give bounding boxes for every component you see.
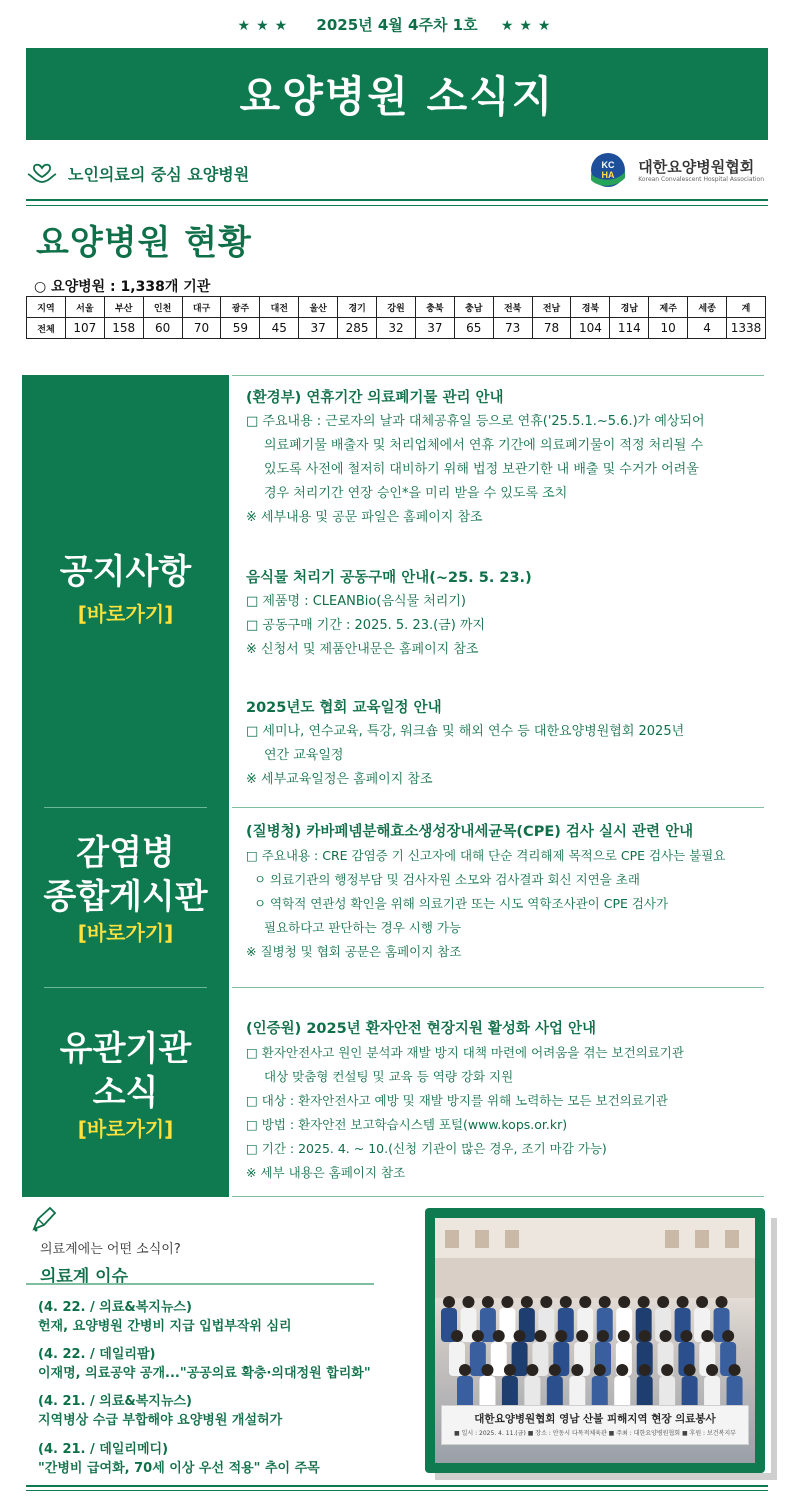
region-count-cell: 32 [377,318,416,339]
region-header-cell: 광주 [221,297,260,318]
region-header-cell: 울산 [299,297,338,318]
person-head [722,1330,734,1342]
person-head [597,1330,609,1342]
person-head [472,1330,484,1342]
region-count-cell: 285 [338,318,377,339]
region-header-cell: 인천 [143,297,182,318]
notice-nav[interactable] [22,550,229,628]
person-head [514,1330,526,1342]
divider [232,807,764,808]
infection-notice-title[interactable]: (질병청) 카바페넴분해효소생성장내세균목(CPE) 검사 실시 관련 안내 [246,824,694,840]
person-head [504,1364,516,1376]
notice-line: 경우 처리기간 연장 승인*을 미리 받을 수 있도록 조치 [264,486,568,501]
issue-number: 2025년 4월 4주차 1호 [316,16,478,34]
divider [232,1196,764,1197]
regional-table [26,296,766,339]
region-count-cell: 37 [415,318,454,339]
region-header-cell: 충남 [454,297,493,318]
related-line: □ 기간 : 2025. 4. ~ 10.(신청 기관이 많은 경우, 조기 마감 가능) [246,1141,607,1156]
notice-title: 공지사항 [59,552,192,592]
news-headline[interactable]: 헌재, 요양병원 간병비 지급 입법부작위 심리 [38,1319,292,1334]
news-item[interactable] [38,1392,408,1430]
person-head [443,1296,455,1308]
notice-line: □ 공동구매 기간 : 2025. 5. 23.(금) 까지 [246,618,486,633]
region-header-cell: 경남 [610,297,649,318]
volunteer-group-photo [435,1218,755,1463]
notice-link[interactable]: [바로가기] [77,602,174,626]
divider [26,199,768,201]
related-line: □ 환자안전사고 원인 분석과 재발 방지 대책 마련에 어려움을 겪는 보건의료기관 [246,1045,684,1060]
notice-item [246,566,776,662]
region-header-cell: 대전 [260,297,299,318]
banner-subtitle: ■ 일시 : 2025. 4. 11.(금) ■ 장소 : 안동시 다목적체육관 ■ 주최 : 대한요양병원협회 ■ 후원 : 보건복지부 [454,1430,736,1437]
person-head [579,1296,591,1308]
association-name: 대한요양병원협회 [638,158,755,176]
person-head [481,1364,493,1376]
notice-body [246,720,776,792]
person-head [571,1364,583,1376]
person-head [701,1330,713,1342]
related-line: 대상 맞춤형 컨설팅 및 교육 등 역량 강화 지원 [264,1069,514,1084]
kcha-logo-icon [586,152,630,188]
photo-shadow [771,1218,777,1480]
issues-question: 의료계에는 어떤 소식이? [40,1242,181,1257]
notice-item [246,386,776,530]
related-body [246,1041,776,1185]
person-head [462,1296,474,1308]
region-header-cell: 충북 [415,297,454,318]
region-count-cell: 104 [571,318,610,339]
news-source: (4. 22. / 데일리팜) [38,1347,156,1362]
person-head [616,1364,628,1376]
person-head [599,1296,611,1308]
notice-line: □ 주요내용 : 근로자의 날과 대체공휴일 등으로 연휴('25.5.1.~5.6.)가 예상되어 [246,414,705,429]
region-count-cell: 73 [493,318,532,339]
photo-shadow [435,1473,777,1480]
related-nav[interactable] [22,1027,229,1143]
issues-heading: 의료계 이슈 [40,1267,129,1287]
infection-body [246,844,776,964]
person-head [661,1364,673,1376]
divider [232,375,764,376]
photo-banner [441,1405,749,1445]
news-source: (4. 21. / 데일리메디) [38,1442,169,1457]
notice-body [246,590,776,662]
row-header: 전체 [27,318,66,339]
person-head [521,1296,533,1308]
sidebar-divider [44,987,207,988]
notice-line: ※ 세부교육일정은 홈페이지 참조 [246,772,433,787]
news-headline[interactable]: "간병비 급여화, 70세 이상 우선 적용" 추이 주목 [38,1461,320,1476]
region-header-cell: 제주 [649,297,688,318]
related-line: □ 방법 : 환자안전 보고학습시스템 포털(www.kops.or.kr) [246,1117,568,1132]
region-header-cell: 전북 [493,297,532,318]
region-header-cell: 대구 [182,297,221,318]
divider [26,205,768,206]
infection-link[interactable]: [바로가기] [77,921,174,945]
footer-divider [26,1490,768,1491]
news-item[interactable] [38,1298,408,1336]
person-head [684,1364,696,1376]
person-head [639,1364,651,1376]
infection-line: ㅇ 역학적 연관성 확인을 위해 의료기관 또는 시도 역학조사관이 CPE 검사가 [254,896,669,911]
infection-title-1: 감염병 [76,833,175,873]
person-head [618,1330,630,1342]
news-source: (4. 22. / 의료&복지뉴스) [38,1300,192,1315]
region-count-cell: 65 [454,318,493,339]
infection-title-2: 종합게시판 [43,877,208,917]
region-header-cell: 서울 [65,297,104,318]
person-head [677,1296,689,1308]
person-head [576,1330,588,1342]
notice-line: 연간 교육일정 [264,748,344,763]
region-count-cell: 70 [182,318,221,339]
related-item [246,1017,776,1185]
person-head [459,1364,471,1376]
infection-nav[interactable] [22,831,229,947]
notice-line: 의료폐기물 배출자 및 처리업체에서 연휴 기간에 의료폐기물이 적정 처리될 수 [264,438,704,453]
stars-right: ★★★ [500,18,557,34]
person-head [660,1330,672,1342]
svg-text:KC: KC [601,160,615,170]
related-title-2: 소식 [92,1073,159,1113]
person-head [560,1296,572,1308]
footer-divider [26,1485,768,1487]
row-header: 지역 [27,297,66,318]
notice-line: □ 제품명 : CLEANBio(음식물 처리기) [246,594,466,609]
sidebar [22,375,229,1197]
person-head [540,1296,552,1308]
person-head [493,1330,505,1342]
notice-title[interactable]: 음식물 처리기 공동구매 안내(~25. 5. 23.) [246,570,532,586]
region-header-cell: 세종 [688,297,727,318]
person-head [482,1296,494,1308]
person-head [657,1296,669,1308]
notice-title[interactable]: (환경부) 연휴기간 의료폐기물 관리 안내 [246,390,504,406]
pen-icon [30,1205,58,1233]
person-head [706,1364,718,1376]
table-row [27,297,766,318]
heart-hands-icon [26,160,58,186]
association-logo-block[interactable] [586,152,764,188]
person-head [526,1364,538,1376]
stars-left: ★★★ [237,18,294,34]
person-head [638,1296,650,1308]
person-head [639,1330,651,1342]
person-head [696,1296,708,1308]
person-head [555,1330,567,1342]
title-banner [26,48,768,140]
person-head [451,1330,463,1342]
sidebar-divider [44,807,207,808]
person-head [594,1364,606,1376]
photo-frame [425,1208,765,1473]
notice-line: 있도록 사전에 철저히 대비하기 위해 법정 보관기한 내 배출 및 수거가 어려울 [264,462,699,477]
region-count-cell: 4 [688,318,727,339]
person-head [618,1296,630,1308]
related-line: □ 대상 : 환자안전사고 예방 및 재발 방지를 위해 노력하는 모든 보건의료기관 [246,1093,668,1108]
region-count-cell: 107 [65,318,104,339]
person-head [680,1330,692,1342]
notice-line: ※ 세부내용 및 공문 파일은 홈페이지 참조 [246,510,483,525]
divider [26,1283,374,1285]
region-header-cell: 경북 [571,297,610,318]
infection-line: □ 주요내용 : CRE 감염증 기 신고자에 대해 단순 격리해제 목적으로 CPE 검사는 불필요 [246,848,726,863]
status-heading: 요양병원 현황 [36,223,252,263]
news-item[interactable] [38,1345,408,1383]
region-count-cell: 114 [610,318,649,339]
region-header-cell: 경기 [338,297,377,318]
region-count-cell: 60 [143,318,182,339]
region-header-cell: 부산 [104,297,143,318]
notice-item [246,696,776,792]
banner-title: 대한요양병원협회 영남 산불 피해지역 현장 의료봉사 [474,1413,716,1425]
table-row [27,318,766,339]
region-header-cell: 전남 [532,297,571,318]
region-count-cell: 10 [649,318,688,339]
person-head [534,1330,546,1342]
tagline-row [26,150,768,196]
related-title-1: 유관기관 [59,1029,192,1069]
region-count-cell: 158 [104,318,143,339]
infection-item [246,820,776,964]
related-line: ※ 세부 내용은 홈페이지 참조 [246,1165,406,1180]
region-count-cell: 59 [221,318,260,339]
region-header-cell: 강원 [377,297,416,318]
news-headline[interactable]: 지역병상 수급 부합해야 요양병원 개설허가 [38,1413,283,1428]
region-header-cell: 계 [727,297,766,318]
related-notice-title[interactable]: (인증원) 2025년 환자안전 현장지원 활성화 사업 안내 [246,1021,597,1037]
infection-line: ※ 질병청 및 협회 공문은 홈페이지 참조 [246,944,462,959]
news-item[interactable] [38,1440,408,1478]
notice-line: ※ 신청서 및 제품안내문은 홈페이지 참조 [246,642,479,657]
person-head [716,1296,728,1308]
notice-body [246,410,776,530]
newsletter-title: 요양병원 소식지 [239,72,555,121]
infection-line: ㅇ 의료기관의 행정부담 및 검사자원 소모와 검사결과 회신 지연을 초래 [254,872,640,887]
person-head [729,1364,741,1376]
region-count-cell: 45 [260,318,299,339]
notice-line: □ 세미나, 연수교육, 특강, 워크숍 및 해외 연수 등 대한요양병원협회 2025년 [246,724,685,739]
hospital-count: ○ 요양병원 : 1,338개 기관 [34,279,211,295]
region-count-cell: 1338 [727,318,766,339]
related-link[interactable]: [바로가기] [77,1117,174,1141]
svg-text:HA: HA [601,170,615,180]
region-count-cell: 37 [299,318,338,339]
person-head [549,1364,561,1376]
issue-line [0,14,794,35]
news-source: (4. 21. / 의료&복지뉴스) [38,1394,192,1409]
notice-title[interactable]: 2025년도 협회 교육일정 안내 [246,700,442,716]
tagline: 노인의료의 중심 요양병원 [68,164,250,184]
association-english: Korean Convalescent Hospital Association [638,176,764,183]
news-headline[interactable]: 이재명, 의료공약 공개..."공공의료 확충·의대정원 합리화" [38,1366,371,1381]
region-count-cell: 78 [532,318,571,339]
divider [232,987,764,988]
person-head [501,1296,513,1308]
infection-line: 필요하다고 판단하는 경우 시행 가능 [264,920,462,935]
